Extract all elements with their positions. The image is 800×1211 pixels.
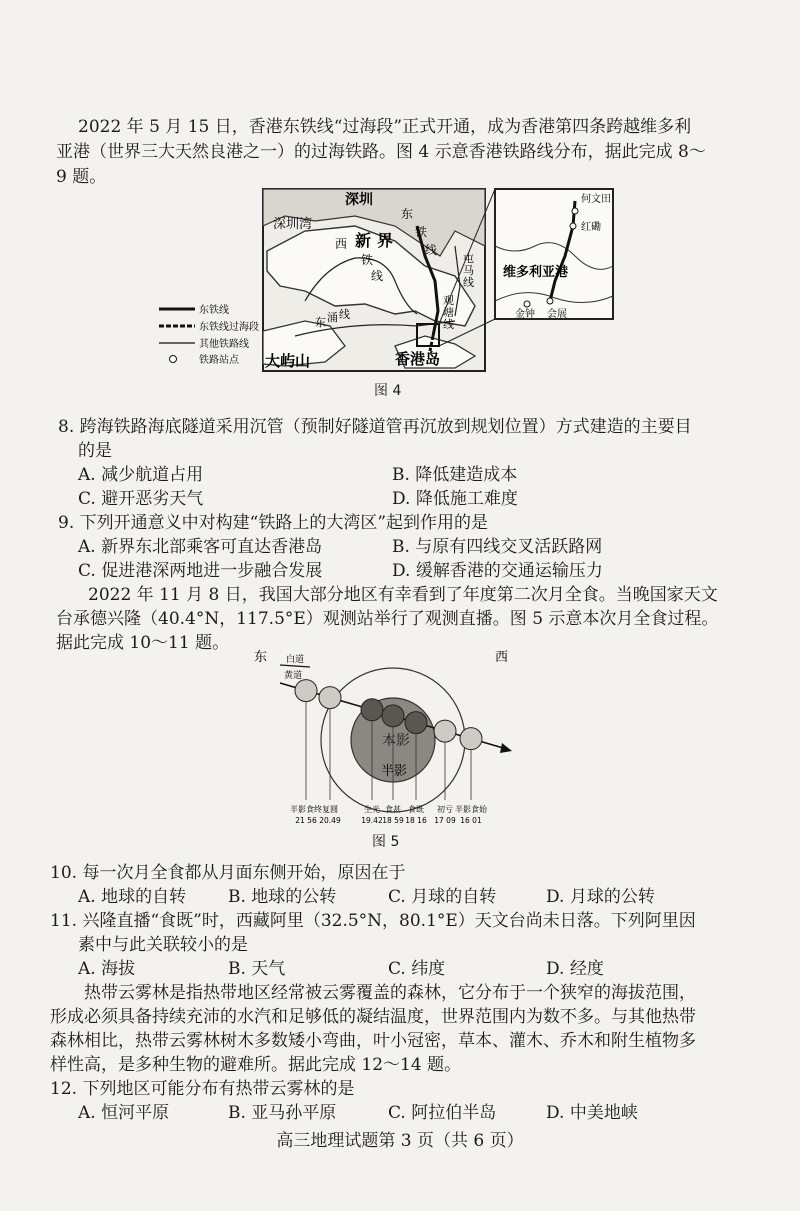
q11-stem-line2: 素中与此关联较小的是 [78,935,248,955]
event-time: 17 09 [434,816,456,825]
intro2-line3: 据此完成 10～11 题。 [56,633,230,653]
station-exhibition [547,298,553,304]
event-time: 18 16 [405,816,427,825]
event-name: 生光 [364,805,380,814]
event-labels [290,804,488,825]
label-hk-island: 香港岛 [395,350,441,368]
label-ho-man-tin: 何文田 [581,194,611,205]
intro2-line2: 台承德兴隆（40.4°N，117.5°E）观测站举行了观测直播。图 5 示意本次月全食过程。 [56,609,719,629]
q9-option-a: A. 新界东北部乘客可直达香港岛 [78,537,323,557]
event-time: 18 59 [382,816,404,825]
label-shenzhen-bay: 深圳湾 [273,217,313,232]
page-footer: 高三地理试题第 3 页（共 6 页） [276,1131,524,1151]
q12-option-c: C. 阿拉伯半岛 [388,1103,497,1123]
intro3-line3: 森林相比，热带云雾林树木多数矮小弯曲，叶小冠密，草本、灌木、乔木和附生植物多 [50,1031,696,1051]
label-east-rail-1: 东 [401,207,414,221]
intro1-line2: 亚港（世界三大天然良港之一）的过海铁路。图 4 示意香港铁路线分布，据此完成 8～ [56,142,706,162]
q11-stem-line1: 11. 兴隆直播“食既”时，西藏阿里（32.5°N，80.1°E）天文台尚未日落。下列阿里因 [50,911,696,931]
event-time: 19.42 [361,816,383,825]
legend-station-symbol [170,356,177,363]
figure-5-caption: 图 5 [372,834,400,850]
q10-option-b: B. 地球的公转 [228,887,337,907]
label-admiralty: 金钟 [515,309,535,320]
intro3-line4: 样性高，是多种生物的避难所。据此完成 12～14 题。 [50,1055,462,1075]
q10-option-c: C. 月球的自转 [388,887,497,907]
event-name: 复圆 [322,805,338,814]
intro3-line2: 形成必须具备持续充沛的水汽和足够低的凝结温度，世界范围内为数不多。与其他热带 [50,1007,696,1027]
intro1-line1: 2022 年 5 月 15 日，香港东铁线“过海段”正式开通，成为香港第四条跨越维多利 [78,117,692,137]
legend-east-rail: 东铁线 [199,305,229,316]
figure-5-eclipse [250,645,540,830]
moon-position [319,687,341,709]
q8-option-b: B. 降低建造成本 [392,465,518,485]
q9-stem: 9. 下列开通意义中对构建“铁路上的大湾区”起到作用的是 [58,513,489,533]
event-name: 半影食终 [290,805,322,814]
intro2-line1: 2022 年 11 月 8 日，我国大部分地区有幸看到了年度第二次月全食。当晚国家天文 [88,585,718,605]
q8-option-c: C. 避开恶劣天气 [78,489,204,509]
q8-option-a: A. 减少航道占用 [78,465,204,485]
moon-position [460,728,482,750]
q12-stem: 12. 下列地区可能分布有热带云雾林的是 [50,1079,355,1099]
label-ecliptic-white: 白道 [286,655,305,665]
figure-4-caption: 图 4 [374,383,402,399]
q10-option-a: A. 地球的自转 [78,887,187,907]
q11-option-a: A. 海拔 [78,959,136,979]
q11-option-c: C. 纬度 [388,959,446,979]
event-time: 16 01 [460,816,482,825]
moon-position [434,720,456,742]
label-penumbra: 半影 [381,764,408,779]
event-time: 20.49 [319,816,341,825]
event-name: 食既 [408,805,424,814]
q8-option-d: D. 降低施工难度 [392,489,518,509]
q11-option-b: B. 天气 [228,959,286,979]
legend-other-rail: 其他铁路线 [199,339,249,350]
legend-station: 铁路站点 [199,355,239,366]
q8-stem-line1: 8. 跨海铁路海底隧道采用沉管（预制好隧道管再沉放到规划位置）方式建造的主要目 [58,417,692,437]
label-tung-chung-2: 涌 [327,311,338,324]
label-tung-chung-1: 东 [315,316,326,329]
label-shenzhen: 深圳 [345,192,373,208]
label-new-territories: 新界 [355,231,400,250]
ecliptic-arrow [500,743,512,753]
label-west-rail-2: 铁 [361,253,374,267]
label-tuen-ma-1: 屯 [463,252,474,265]
label-east: 东 [254,650,268,665]
label-victoria-harbour: 维多利亚港 [503,265,569,280]
station-ho-man-tin [572,208,578,214]
label-kwun-tong-1: 观 [443,294,454,307]
station-hung-hom [570,223,576,229]
q11-option-d: D. 经度 [546,959,604,979]
moon-position [295,680,317,702]
label-kwun-tong-3: 线 [443,318,454,331]
event-time: 21 56 [295,816,317,825]
moon-position [361,699,383,721]
figure-4-map [155,186,625,376]
legend-cross-harbour: 东铁线过海段 [199,322,259,333]
label-hung-hom: 红磡 [581,222,601,233]
moon-position [382,705,404,727]
label-tuen-ma-2: 马 [463,264,474,277]
label-tung-chung-3: 线 [339,308,350,321]
moon-position [405,712,427,734]
label-exhibition: 会展 [547,309,567,320]
q12-option-a: A. 恒河平原 [78,1103,170,1123]
q8-stem-line2: 的是 [78,441,112,461]
intro1-line3: 9 题。 [56,167,107,187]
station-admiralty [524,301,530,307]
label-tuen-ma-3: 线 [463,276,474,289]
intro3-line1: 热带云雾林是指热带地区经常被云雾覆盖的森林，它分布于一个狭窄的海拔范围， [84,983,696,1003]
moon-orbit-arrow [280,665,310,667]
q10-stem: 10. 每一次月全食都从月面东侧开始，原因在于 [50,863,406,883]
label-umbra: 本影 [382,733,410,749]
inset-map-frame [495,189,613,319]
label-lantau: 大屿山 [265,352,311,370]
q12-option-b: B. 亚马孙平原 [228,1103,337,1123]
label-west-rail-3: 线 [371,269,384,283]
label-west: 西 [495,650,509,665]
label-east-rail-3: 线 [425,243,438,257]
label-kwun-tong-2: 塘 [443,306,454,319]
q12-option-d: D. 中美地峡 [546,1103,638,1123]
label-ecliptic-yellow: 黄道 [284,671,303,681]
q9-option-b: B. 与原有四线交叉活跃路网 [392,537,603,557]
q9-option-d: D. 缓解香港的交通运输压力 [392,561,603,581]
label-west-rail-1: 西 [335,237,348,251]
label-east-rail-2: 铁 [415,225,428,239]
event-name: 半影食始 [455,805,487,814]
event-name: 食甚 [385,805,401,814]
q9-option-c: C. 促进港深两地进一步融合发展 [78,561,323,581]
event-name: 初亏 [437,805,453,814]
q10-option-d: D. 月球的公转 [546,887,655,907]
